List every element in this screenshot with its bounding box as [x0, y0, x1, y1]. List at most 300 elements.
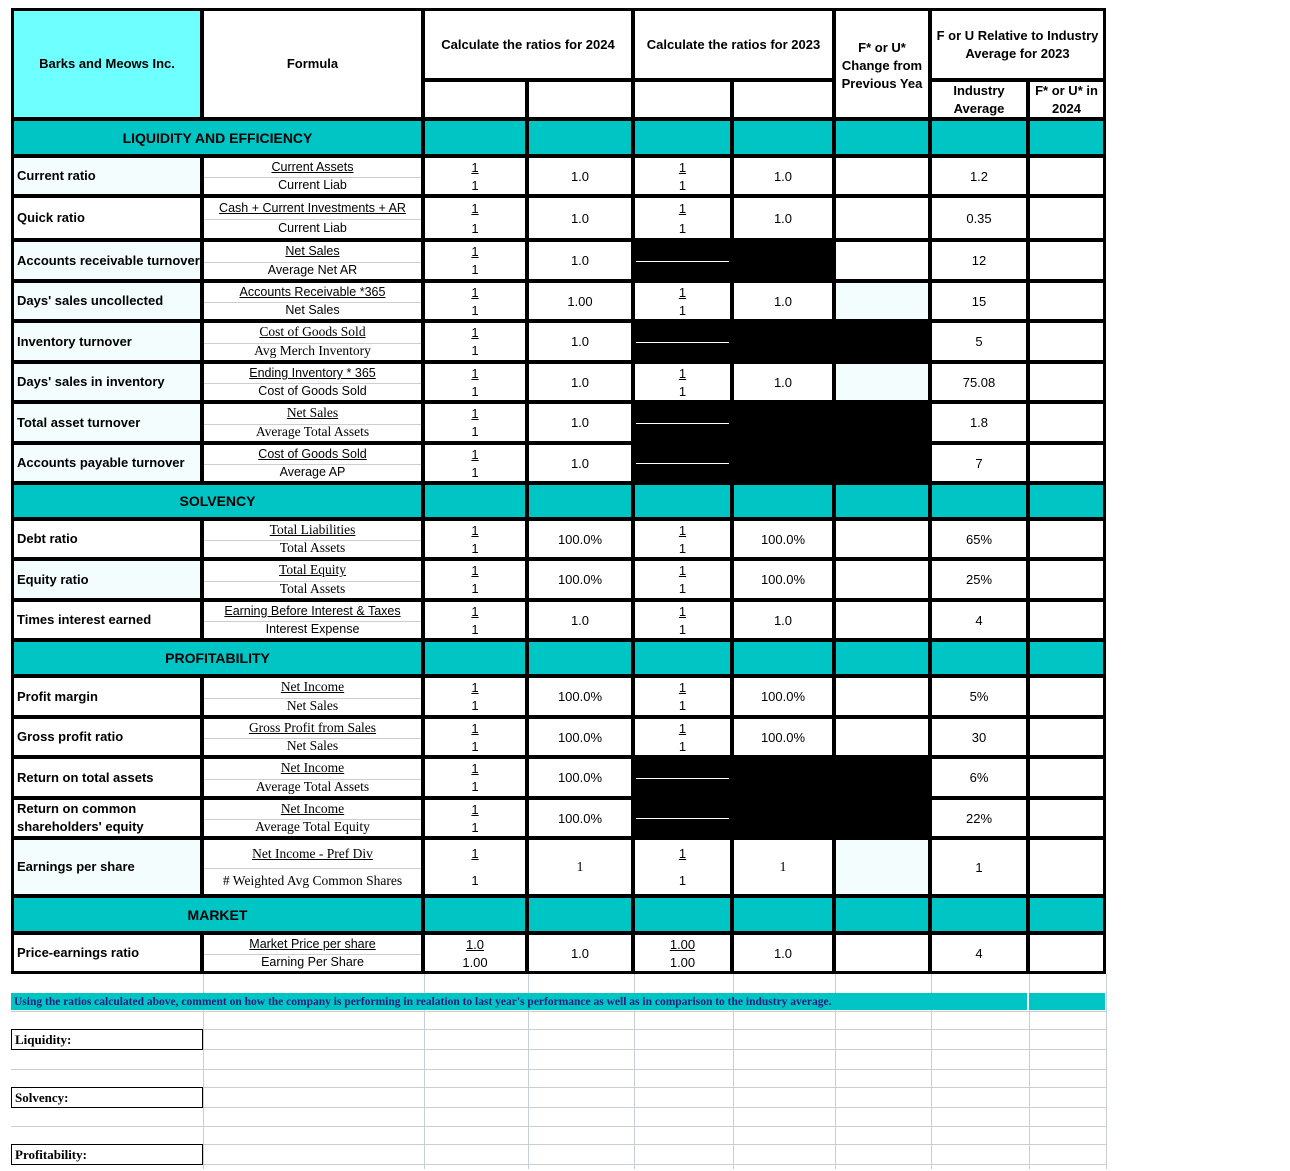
- calc-2024-label: Calculate the ratios for 2024: [441, 36, 615, 52]
- input-2023-fraction-denominator: 1: [678, 738, 687, 754]
- ratio-2023-value: 1.0: [773, 293, 793, 309]
- input-2024-fraction: [425, 283, 525, 319]
- input-2024-fraction-numerator: 1: [471, 365, 479, 381]
- formula-numerator: Total Equity: [279, 562, 346, 578]
- section-title-profitability: PROFITABILITY: [165, 650, 270, 666]
- input-2024-fraction-denominator: 1: [471, 621, 479, 637]
- formula: [204, 158, 421, 194]
- industry-average-cell: [929, 675, 1029, 718]
- formula-numerator: Gross Profit from Sales: [248, 720, 377, 735]
- input-2024-fraction: [425, 840, 525, 894]
- ratio-2024-value: 1.0: [570, 374, 590, 390]
- ratio-label: [11, 320, 203, 363]
- input-2023-fraction-denominator: 1: [678, 873, 687, 888]
- fu-2024-label: F* or U* in 2024: [1035, 82, 1098, 116]
- ratio-label: [11, 716, 203, 758]
- blacked-change: [833, 442, 931, 484]
- formula-denominator: Avg Merch Inventory: [254, 342, 371, 358]
- formula-header: [201, 8, 424, 120]
- input-2023-fraction-denominator: 1.00: [669, 954, 696, 970]
- section-fill-r23: [731, 895, 835, 934]
- formula-denominator: Average AP: [279, 465, 346, 479]
- section-fill-chg: [833, 482, 931, 520]
- fu-2024-cell: [1027, 675, 1106, 718]
- industry-average-value: 25%: [965, 572, 993, 587]
- industry-average-cell: [929, 716, 1029, 758]
- industry-average-value: 75.08: [962, 374, 996, 390]
- formula-numerator: Market Price per share: [249, 937, 376, 951]
- ratio-2023: [731, 599, 835, 641]
- change-label: F* or U* Change from Previous Yea: [841, 40, 923, 91]
- formula-cell: [201, 716, 424, 758]
- comment-instruction: [11, 993, 931, 1010]
- input-2023-fraction-numerator: 1: [678, 846, 687, 861]
- fu-2024-header: [1027, 79, 1106, 120]
- input-2023-fraction: [635, 719, 730, 755]
- section-fill-r23: [731, 482, 835, 520]
- input-2024: [422, 320, 528, 363]
- input-2023-fraction-numerator: 1: [678, 284, 687, 300]
- input-2024: [422, 558, 528, 601]
- ratio-2023: [731, 518, 835, 560]
- formula-numerator: Net Sales: [286, 405, 339, 421]
- ratio-2024: [526, 239, 634, 282]
- input-2023-fraction: [635, 198, 730, 238]
- ratio-label: [11, 558, 203, 601]
- formula-cell: [201, 558, 424, 601]
- industry-average-cell: [929, 280, 1029, 322]
- ratio-label: [11, 599, 203, 641]
- ratio-2023: [731, 361, 835, 403]
- input-2024: [422, 932, 528, 974]
- formula: [204, 198, 421, 238]
- ratio-2023-value: 1.0: [773, 210, 793, 226]
- section-fill-fu: [1027, 639, 1106, 677]
- blacked-change: [833, 401, 931, 444]
- blacked-change: [833, 756, 931, 799]
- formula-header-label: Formula: [286, 56, 339, 71]
- input-2024: [422, 675, 528, 718]
- formula-cell: [201, 932, 424, 974]
- grid-col-line: [1106, 974, 1107, 1169]
- formula-denominator: Total Assets: [279, 540, 346, 555]
- formula-cell: [201, 401, 424, 444]
- section-fill-fu: [1027, 118, 1106, 157]
- change-cell: [833, 558, 931, 601]
- industry-average-header: [929, 79, 1029, 120]
- input-2023-fraction-numerator: 1: [678, 365, 687, 381]
- input-2024-fraction-numerator: 1: [471, 200, 479, 216]
- section-fill-fu: [1027, 482, 1106, 520]
- formula-denominator: Interest Expense: [265, 622, 360, 636]
- ratio-label: [11, 155, 203, 197]
- industry-average-value: 6%: [969, 770, 989, 785]
- section-fill-r24: [526, 118, 634, 157]
- ratio-2023: [731, 195, 835, 241]
- formula: [204, 445, 421, 481]
- solvency-label-text: Solvency:: [15, 1089, 69, 1105]
- input-2024-fraction-denominator: 1: [471, 873, 479, 888]
- relative-label: F or U Relative to Industry Average for 2023: [936, 27, 1099, 61]
- input-2023-fraction-numerator: 1: [678, 720, 687, 736]
- section-fill-ind: [929, 118, 1029, 157]
- change-cell: [833, 675, 931, 718]
- ratio-2024-value: 1: [576, 859, 584, 874]
- formula-numerator: Net Income - Pref Div: [252, 845, 373, 861]
- section-fill-r24: [526, 482, 634, 520]
- ratio-label-text: Days' sales in inventory: [17, 374, 165, 389]
- formula-denominator: Average Total Assets: [255, 778, 370, 794]
- formula-denominator: # Weighted Avg Common Shares: [222, 872, 403, 888]
- fu-2024-cell: [1027, 756, 1106, 799]
- industry-average-value: 1: [975, 859, 983, 875]
- section-fill-a23: [632, 118, 733, 157]
- ratio-2023-value: 100.0%: [760, 689, 806, 704]
- ratio-2023-value: 100.0%: [760, 729, 806, 745]
- input-2023: [632, 195, 733, 241]
- industry-average-cell: [929, 756, 1029, 799]
- ratio-label: [11, 756, 203, 799]
- formula-cell: [201, 518, 424, 560]
- industry-average-cell: [929, 558, 1029, 601]
- input-2024-fraction-denominator: 1: [471, 220, 479, 236]
- relative-header: [929, 8, 1106, 81]
- industry-average-value: 0.35: [966, 210, 992, 226]
- profitability-comment-label: [11, 1144, 203, 1165]
- industry-average-cell: [929, 518, 1029, 560]
- grid-row-line: [11, 1126, 1106, 1127]
- fu-2024-cell: [1027, 797, 1106, 839]
- industry-average-value: 7: [975, 455, 983, 471]
- formula-numerator: Net Income: [280, 801, 345, 816]
- input-2024-fraction-numerator: 1: [471, 446, 479, 462]
- calc-2023-sub-b: [731, 79, 835, 120]
- blacked-ratio-2023: [731, 797, 835, 839]
- input-2023-fraction-denominator: 1: [678, 581, 687, 597]
- blacked-ratio-2023: [731, 401, 835, 444]
- industry-average-value: 65%: [965, 531, 993, 547]
- change-cell: [833, 280, 931, 322]
- industry-average-value: 5%: [969, 689, 989, 704]
- ratio-label-text: Total asset turnover: [17, 414, 141, 430]
- input-2024-fraction-numerator: 1: [471, 324, 479, 340]
- formula-cell: [201, 756, 424, 799]
- input-2024-fraction-numerator: 1: [471, 603, 479, 619]
- ratio-2024: [526, 756, 634, 799]
- input-2024-fraction: [425, 759, 525, 796]
- section-fill-r23: [731, 639, 835, 677]
- ratio-label-text: Quick ratio: [17, 210, 85, 225]
- input-2024-fraction: [425, 445, 525, 481]
- input-2024-fraction: [425, 800, 525, 836]
- change-cell: [833, 361, 931, 403]
- fu-2024-cell: [1027, 155, 1106, 197]
- formula-numerator: Net Income: [280, 679, 345, 695]
- ratio-label-text: Profit margin: [17, 688, 98, 704]
- industry-average-cell: [929, 599, 1029, 641]
- solvency-comment-label: [11, 1087, 203, 1108]
- ratio-2024-value: 100.0%: [557, 810, 603, 826]
- formula-numerator: Cash + Current Investments + AR: [219, 201, 406, 215]
- input-2024-fraction-denominator: 1: [471, 302, 479, 318]
- formula-numerator: Current Assets: [271, 160, 354, 174]
- blacked-input-2023: [632, 756, 733, 799]
- ratio-2024: [526, 280, 634, 322]
- blacked-input-2023: [632, 239, 733, 282]
- input-2024-fraction-numerator: 1: [471, 846, 479, 861]
- ratio-2024-value: 100.0%: [557, 531, 603, 547]
- formula-denominator: Earning Per Share: [261, 955, 364, 969]
- ratio-label-text: Times interest earned: [17, 612, 152, 627]
- input-2024: [422, 599, 528, 641]
- blacked-input-2023: [632, 320, 733, 363]
- fu-2024-cell: [1027, 401, 1106, 444]
- fu-2024-cell: [1027, 195, 1106, 241]
- input-2023-fraction-numerator: 1: [678, 200, 687, 216]
- change-cell: [833, 195, 931, 241]
- ratio-2024: [526, 558, 634, 601]
- ratio-2023-value: 1.0: [773, 168, 793, 184]
- input-2023-fraction-denominator: 1: [678, 698, 687, 714]
- input-2024-fraction-denominator: 1.00: [462, 954, 488, 970]
- input-2023-fraction-denominator: 1: [678, 302, 687, 318]
- ratio-2023: [731, 675, 835, 718]
- fu-2024-cell: [1027, 558, 1106, 601]
- grid-row-line: [11, 1011, 1106, 1012]
- input-2023: [632, 599, 733, 641]
- industry-average-cell: [929, 932, 1029, 974]
- blacked-divider: [636, 778, 729, 779]
- input-2024-fraction-denominator: 1: [471, 262, 479, 278]
- input-2024: [422, 361, 528, 403]
- input-2024: [422, 239, 528, 282]
- industry-average-value: 5: [975, 334, 983, 349]
- input-2024-fraction-numerator: 1: [471, 522, 479, 538]
- section-fill-a24: [422, 895, 528, 934]
- input-2023: [632, 932, 733, 974]
- formula-denominator: Net Sales: [285, 303, 340, 317]
- industry-average-cell: [929, 320, 1029, 363]
- fu-2024-cell: [1027, 599, 1106, 641]
- industry-average-cell: [929, 401, 1029, 444]
- industry-average-value: 15: [971, 293, 987, 309]
- liquidity-label-text: Liquidity:: [15, 1031, 72, 1047]
- comment-instruction-fill: [931, 993, 1027, 1010]
- input-2024-fraction-numerator: 1: [471, 720, 479, 736]
- input-2023-fraction: [635, 283, 730, 319]
- ratio-label-text: Earnings per share: [17, 859, 135, 874]
- input-2024: [422, 797, 528, 839]
- ratio-2024-value: 1.0: [570, 168, 590, 184]
- formula-denominator: Average Total Equity: [255, 819, 370, 834]
- input-2024-fraction: [425, 323, 525, 360]
- change-header: [833, 8, 931, 120]
- industry-average-cell: [929, 442, 1029, 484]
- section-header-profitability: [11, 639, 424, 677]
- section-title-liquidity: LIQUIDITY AND EFFICIENCY: [122, 129, 313, 146]
- fu-2024-cell: [1027, 280, 1106, 322]
- fu-2024-cell: [1027, 932, 1106, 974]
- industry-average-value: 12: [971, 253, 987, 268]
- formula-numerator: Net Income: [280, 760, 345, 776]
- input-2023: [632, 558, 733, 601]
- input-2024-fraction-numerator: 1: [471, 760, 479, 776]
- ratio-label: [11, 932, 203, 974]
- ratio-label: [11, 239, 203, 282]
- ratio-label-text: Price-earnings ratio: [17, 945, 140, 960]
- ratio-2024: [526, 716, 634, 758]
- input-2024: [422, 837, 528, 897]
- input-2024-fraction: [425, 404, 525, 441]
- ratio-label-text: Accounts receivable turnover: [17, 252, 200, 268]
- ratio-2024: [526, 320, 634, 363]
- section-fill-ind: [929, 895, 1029, 934]
- industry-average-cell: [929, 837, 1029, 897]
- calc-2024-sub-a: [422, 79, 528, 120]
- input-2023-fraction: [635, 678, 730, 715]
- formula: [204, 561, 421, 598]
- ratio-2024: [526, 932, 634, 974]
- input-2023-fraction-denominator: 1: [678, 383, 687, 399]
- fu-2024-cell: [1027, 716, 1106, 758]
- section-fill-chg: [833, 639, 931, 677]
- formula-denominator: Current Liab: [278, 178, 347, 192]
- ratio-label: [11, 361, 203, 403]
- ratio-2024: [526, 195, 634, 241]
- input-2024-fraction-denominator: 1: [471, 424, 479, 440]
- section-fill-r24: [526, 639, 634, 677]
- input-2023: [632, 716, 733, 758]
- ratio-2024: [526, 361, 634, 403]
- ratio-2024-value: 1.0: [570, 945, 590, 961]
- input-2024-fraction-numerator: 1: [471, 562, 479, 578]
- industry-average-cell: [929, 361, 1029, 403]
- ratio-label: [11, 401, 203, 444]
- calc-2024-sub-b: [526, 79, 634, 120]
- ratio-2024: [526, 442, 634, 484]
- fu-2024-cell: [1027, 239, 1106, 282]
- ratio-2024: [526, 837, 634, 897]
- input-2023-fraction-denominator: 1: [678, 177, 687, 193]
- ratio-2024: [526, 797, 634, 839]
- formula: [204, 323, 421, 360]
- ratio-2023: [731, 932, 835, 974]
- input-2024: [422, 442, 528, 484]
- blacked-input-2023: [632, 442, 733, 484]
- input-2024-fraction-denominator: 1: [471, 698, 479, 714]
- input-2024-fraction-denominator: 1: [471, 581, 479, 597]
- industry-average-value: 22%: [965, 810, 993, 826]
- blacked-input-2023: [632, 401, 733, 444]
- formula-numerator: Total Liabilities: [269, 522, 356, 537]
- formula-denominator: Current Liab: [278, 221, 347, 235]
- profitability-label-text: Profitability:: [15, 1146, 87, 1162]
- formula-cell: [201, 797, 424, 839]
- ratio-label-text: Days' sales uncollected: [17, 293, 164, 308]
- input-2023-fraction-denominator: 1: [678, 220, 687, 236]
- blacked-ratio-2023: [731, 756, 835, 799]
- formula-numerator: Earning Before Interest & Taxes: [224, 604, 401, 618]
- input-2024: [422, 401, 528, 444]
- ratio-label: [11, 518, 203, 560]
- input-2023: [632, 837, 733, 897]
- calc-2024-header: [422, 8, 634, 81]
- ratio-label-text: Equity ratio: [17, 571, 89, 587]
- formula-denominator: Average Total Assets: [255, 423, 370, 439]
- input-2023: [632, 675, 733, 718]
- ratio-label: [11, 837, 203, 897]
- company-name-header: [11, 8, 203, 120]
- input-2023-fraction: [635, 521, 730, 557]
- ratio-2024-value: 100.0%: [557, 689, 603, 704]
- formula-numerator: Cost of Goods Sold: [258, 447, 367, 461]
- industry-average-label: Industry Average: [953, 82, 1005, 116]
- formula-numerator: Ending Inventory * 365: [249, 366, 376, 380]
- input-2024-fraction: [425, 935, 525, 971]
- blacked-divider: [636, 423, 729, 424]
- ratio-2024: [526, 518, 634, 560]
- blacked-divider: [636, 342, 729, 343]
- formula: [204, 800, 421, 836]
- formula-cell: [201, 195, 424, 241]
- ratio-label-text: Current ratio: [17, 168, 96, 183]
- blacked-divider: [636, 818, 729, 819]
- ratio-label-text: Debt ratio: [17, 531, 78, 546]
- input-2024-fraction: [425, 561, 525, 598]
- input-2024-fraction-numerator: 1: [471, 159, 479, 175]
- input-2023-fraction-numerator: 1: [678, 159, 687, 175]
- input-2024-fraction-numerator: 1.0: [465, 936, 485, 952]
- company-name: Barks and Meows Inc.: [39, 56, 175, 71]
- formula-cell: [201, 239, 424, 282]
- formula: [204, 242, 421, 279]
- input-2023-fraction: [635, 840, 730, 894]
- formula-cell: [201, 675, 424, 718]
- formula-cell: [201, 280, 424, 322]
- input-2024-fraction: [425, 521, 525, 557]
- fu-2024-cell: [1027, 837, 1106, 897]
- input-2024-fraction: [425, 242, 525, 279]
- formula-numerator: Accounts Receivable *365: [239, 285, 386, 299]
- formula: [204, 759, 421, 796]
- section-header-liquidity: [11, 118, 424, 157]
- formula-denominator: Average Net AR: [267, 262, 358, 277]
- industry-average-cell: [929, 195, 1029, 241]
- blacked-divider: [636, 463, 729, 464]
- change-cell: [833, 599, 931, 641]
- input-2023-fraction-numerator: 1.00: [669, 936, 696, 952]
- section-title-solvency: SOLVENCY: [179, 493, 256, 509]
- industry-average-value: 4: [975, 945, 983, 961]
- input-2024: [422, 155, 528, 197]
- ratio-2023: [731, 280, 835, 322]
- formula-cell: [201, 361, 424, 403]
- formula-denominator: Net Sales: [286, 738, 339, 753]
- ratio-2024: [526, 155, 634, 197]
- input-2023-fraction: [635, 364, 730, 400]
- input-2023-fraction-denominator: 1: [678, 621, 687, 637]
- formula: [204, 364, 421, 400]
- formula-numerator: Net Sales: [285, 244, 340, 259]
- ratio-2023-value: 1.0: [773, 612, 793, 628]
- ratio-label: [11, 675, 203, 718]
- input-2024: [422, 518, 528, 560]
- ratio-2024-value: 1.0: [570, 612, 590, 628]
- comment-instruction-fill: [1029, 993, 1105, 1010]
- ratio-2023-value: 1.0: [773, 945, 793, 961]
- blacked-divider: [636, 261, 729, 262]
- ratio-label: [11, 280, 203, 322]
